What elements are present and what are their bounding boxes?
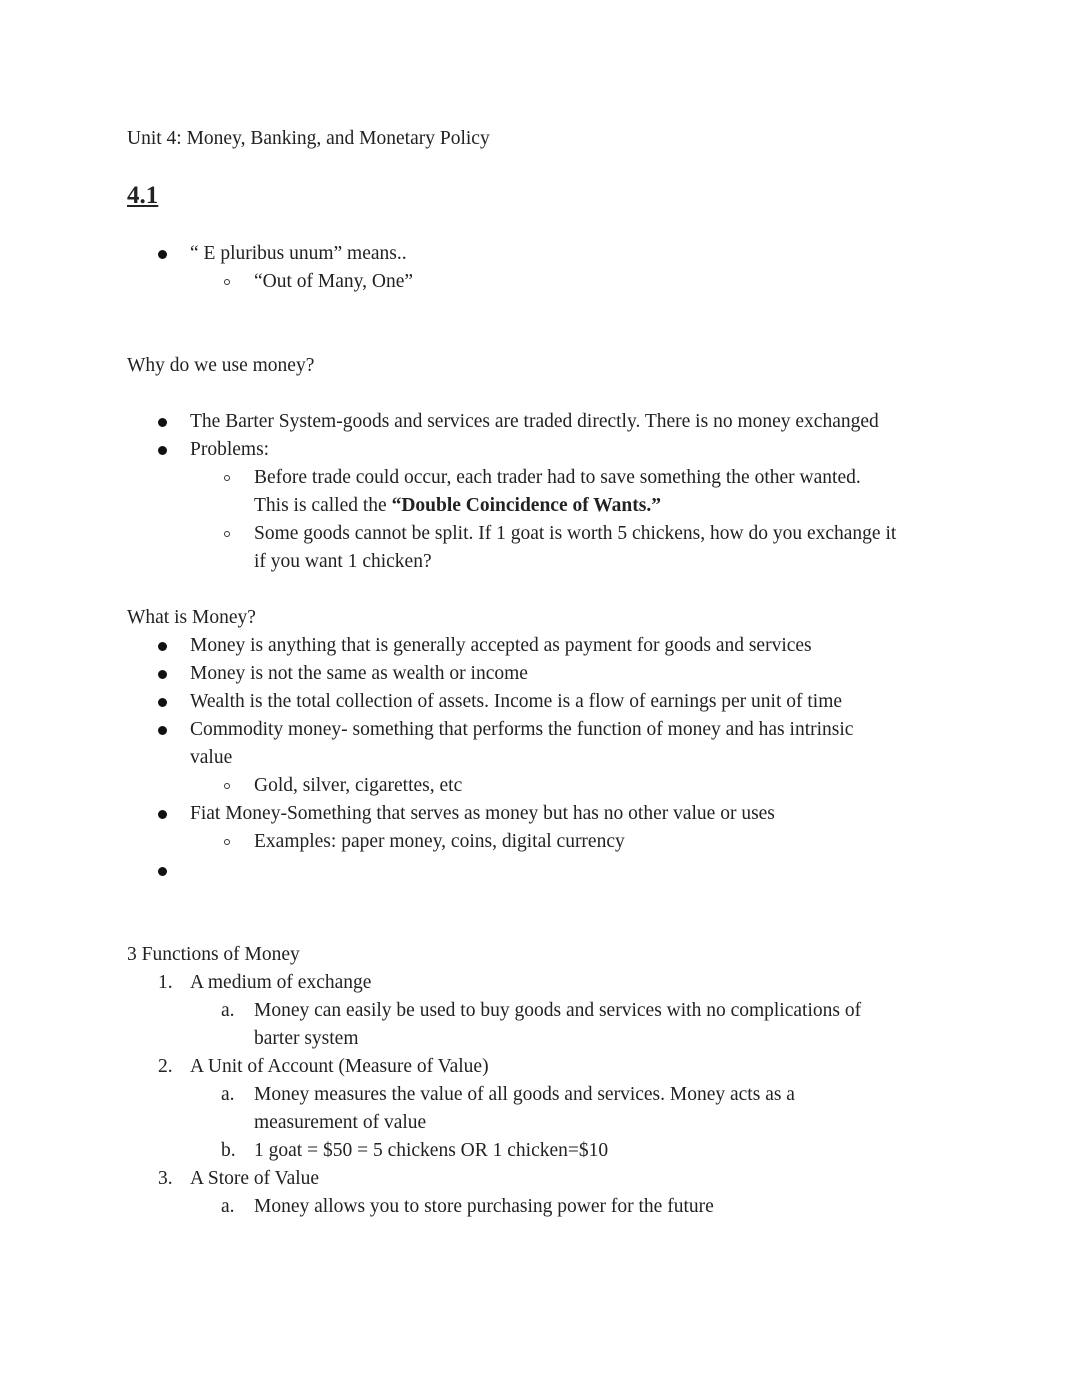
function-3: A Store of Value <box>190 1168 320 1189</box>
list-letter-a: a. <box>221 1084 235 1105</box>
what-item-5: Fiat Money-Something that serves as money but has no other value or uses <box>190 803 775 824</box>
list-letter-a: a. <box>221 1196 235 1217</box>
list-letter-a: a. <box>221 1000 235 1021</box>
problem2-line2: if you want 1 chicken? <box>254 551 432 572</box>
list-letter-b: b. <box>221 1140 236 1161</box>
bullet-icon <box>158 670 167 679</box>
commodity-examples: Gold, silver, cigarettes, etc <box>254 775 463 796</box>
problems-label: Problems: <box>190 439 270 460</box>
motto-meaning: “Out of Many, One” <box>254 271 414 292</box>
problem1-line2 <box>254 492 661 520</box>
what-item-1: Money is anything that is generally accepted as payment for goods and services <box>190 635 812 656</box>
bullet-icon <box>158 418 167 427</box>
circle-bullet-icon <box>224 783 230 789</box>
barter-item: The Barter System-goods and services are traded directly. There is no money exchanged <box>190 411 879 432</box>
bullet-icon <box>158 642 167 651</box>
list-number-3: 3. <box>158 1168 173 1189</box>
function-1a-line2: barter system <box>254 1028 359 1049</box>
bullet-icon <box>158 250 167 259</box>
what-heading: What is Money? <box>127 607 256 628</box>
section-heading: 4.1 <box>127 182 159 209</box>
empty-bullet-icon <box>158 867 167 876</box>
bullet-icon <box>158 726 167 735</box>
function-1a-line1: Money can easily be used to buy goods and services with no complications of <box>254 1000 862 1021</box>
what-item-2: Money is not the same as wealth or income <box>190 663 528 684</box>
why-heading: Why do we use money? <box>127 355 315 376</box>
document-title: Unit 4: Money, Banking, and Monetary Policy <box>127 128 490 149</box>
function-2a-line2: measurement of value <box>254 1112 427 1133</box>
bullet-icon <box>158 698 167 707</box>
double-coincidence-term: “Double Coincidence of Wants.” <box>391 495 661 516</box>
problem1-line2-text: This is called the <box>254 495 392 516</box>
function-2a-line1: Money measures the value of all goods and services. Money acts as a <box>254 1084 795 1105</box>
fiat-examples: Examples: paper money, coins, digital currency <box>254 831 625 852</box>
bullet-icon <box>158 810 167 819</box>
function-1: A medium of exchange <box>190 972 372 993</box>
circle-bullet-icon <box>224 839 230 845</box>
function-2b: 1 goat = $50 = 5 chickens OR 1 chicken=$10 <box>254 1140 609 1161</box>
problem2-line1: Some goods cannot be split. If 1 goat is worth 5 chickens, how do you exchange it <box>254 523 897 544</box>
what-item-4-line1: Commodity money- something that performs the function of money and has intrinsic <box>190 719 854 740</box>
functions-heading: 3 Functions of Money <box>127 944 300 965</box>
circle-bullet-icon <box>224 531 230 537</box>
problem1-line1: Before trade could occur, each trader had to save something the other wanted. <box>254 467 861 488</box>
circle-bullet-icon <box>224 279 230 285</box>
list-number-2: 2. <box>158 1056 173 1077</box>
motto-bullet: “ E pluribus unum” means.. <box>190 243 407 264</box>
function-3a: Money allows you to store purchasing power for the future <box>254 1196 714 1217</box>
list-number-1: 1. <box>158 972 173 993</box>
function-2: A Unit of Account (Measure of Value) <box>190 1056 489 1077</box>
what-item-4-line2: value <box>190 747 233 768</box>
what-item-3: Wealth is the total collection of assets. Income is a flow of earnings per unit of time <box>190 691 843 712</box>
bullet-icon <box>158 446 167 455</box>
circle-bullet-icon <box>224 475 230 481</box>
